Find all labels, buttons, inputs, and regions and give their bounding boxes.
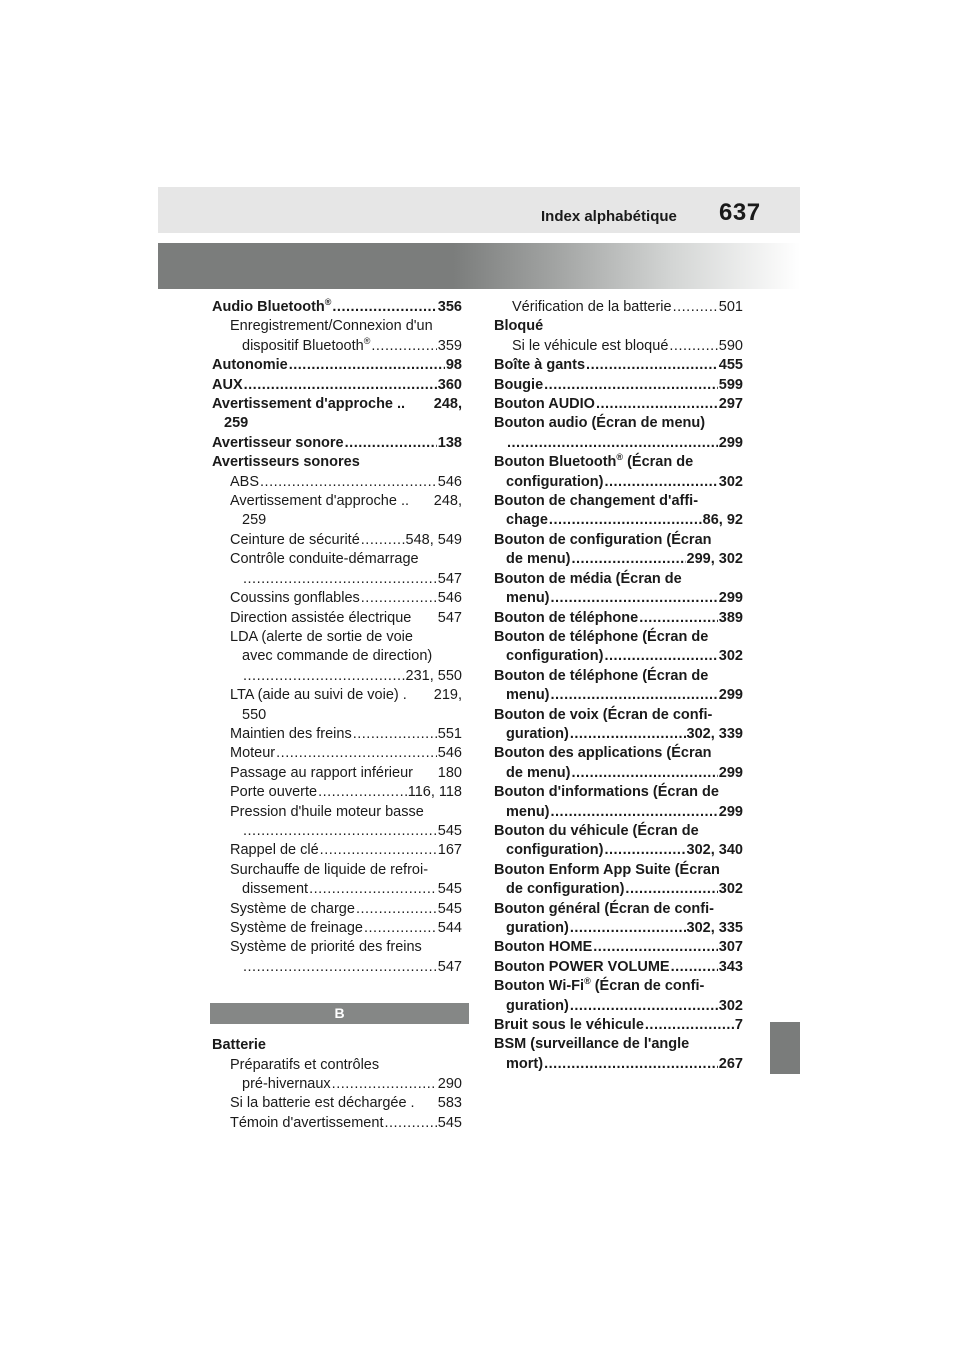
index-term: Maintien des freins: [230, 725, 352, 742]
dot-leader: [361, 531, 405, 550]
index-entry: [494, 1035, 743, 1054]
page-reference: 455: [718, 357, 743, 374]
dot-leader: [260, 473, 437, 492]
page-reference: 302: [718, 473, 743, 490]
page-reference: 359: [437, 337, 462, 354]
page-reference: 545: [437, 900, 462, 917]
index-term: Bouton de changement d'affi-: [494, 493, 699, 510]
dot-leader: [593, 938, 718, 957]
index-entry: [494, 744, 743, 763]
index-entry: [212, 628, 462, 647]
index-term: Avertisseurs sonores: [212, 454, 360, 471]
index-entry: [212, 744, 462, 763]
dot-leader: [364, 919, 437, 938]
page-reference: 302, 340: [686, 842, 743, 859]
page-reference: 302, 335: [686, 920, 743, 936]
page-reference: 599: [718, 376, 743, 393]
index-term: Enregistrement/Connexion d'un: [230, 318, 433, 335]
page-reference: 219,: [433, 687, 462, 704]
index-entry: [494, 550, 743, 569]
index-term: Bruit sous le véhicule: [494, 1017, 644, 1034]
index-entry: [494, 376, 743, 395]
index-term: Direction assistée électrique: [230, 609, 412, 626]
index-entry: [494, 492, 743, 511]
index-term: Coussins gonflables: [230, 590, 360, 607]
page-reference: 583: [437, 1095, 462, 1112]
index-term: Système de priorité des freins: [230, 939, 422, 956]
index-term: Bouton du véhicule (Écran de: [494, 822, 699, 839]
page-reference: 231, 550: [405, 667, 462, 684]
index-entry: [494, 841, 743, 860]
index-term: Bouton de média (Écran de: [494, 570, 682, 587]
index-entry: [494, 783, 743, 802]
index-entry: [494, 609, 743, 628]
index-term: guration): [506, 920, 569, 936]
index-term: LDA (alerte de sortie de voie: [230, 628, 413, 645]
index-term: mort): [506, 1055, 544, 1072]
index-entry: [212, 686, 462, 705]
index-term: de menu): [506, 764, 571, 781]
index-term: Bougie: [494, 376, 544, 393]
dot-leader: [551, 803, 718, 822]
page-reference: 98: [445, 357, 462, 374]
page-reference: 360: [437, 376, 462, 393]
index-term: pré-hivernaux: [242, 1076, 331, 1093]
index-entry: [494, 317, 743, 336]
index-term: Porte ouverte: [230, 784, 318, 801]
index-entry: [212, 938, 462, 957]
page-reference: 299: [718, 803, 743, 820]
dot-leader: [289, 356, 445, 375]
page-reference: 547: [437, 958, 462, 975]
index-term: avec commande de direction): [242, 648, 433, 665]
index-entry: [212, 880, 462, 899]
index-term: Avertissement d'approche ..: [212, 396, 406, 413]
index-entries-a: [212, 298, 462, 977]
index-term: LTA (aide au suivi de voie) .: [230, 687, 407, 704]
index-entry: [494, 803, 743, 822]
index-column-right: [494, 298, 743, 1074]
page-reference: 547: [437, 609, 462, 626]
index-entry: [494, 628, 743, 647]
page-reference: 544: [437, 920, 462, 936]
dot-leader: [371, 337, 436, 356]
decorative-gradient-bar: [158, 243, 800, 289]
dot-leader: [625, 880, 717, 899]
page-reference: 297: [718, 396, 743, 413]
index-entry: [212, 473, 462, 492]
dot-leader: [353, 725, 437, 744]
page-reference: 267: [718, 1055, 743, 1072]
dot-leader: [544, 376, 718, 395]
index-term: 259: [242, 512, 267, 529]
index-term: Témoin d'avertissement: [230, 1114, 384, 1131]
index-entry: [212, 958, 462, 977]
index-entry: [494, 395, 743, 414]
dot-leader: [318, 783, 407, 802]
index-term: Bouton de téléphone: [494, 609, 639, 626]
dot-leader: [384, 1114, 436, 1133]
index-entry: [494, 822, 743, 841]
page-reference: 551: [437, 725, 462, 742]
header-band: [158, 187, 800, 233]
index-entry: [494, 706, 743, 725]
index-entry: [494, 725, 743, 744]
page-reference: 307: [718, 939, 743, 956]
dot-leader: [243, 570, 437, 589]
index-entry: [494, 938, 743, 957]
page-reference: 299, 302: [686, 551, 743, 568]
index-term: Bouton de téléphone (Écran de: [494, 667, 709, 684]
index-entry: [212, 725, 462, 744]
page-reference: 590: [718, 337, 743, 354]
index-term: Autonomie: [212, 357, 288, 374]
index-entry: [212, 589, 462, 608]
index-entry: [494, 958, 743, 977]
dot-leader: [320, 841, 437, 860]
page-reference: 389: [718, 609, 743, 626]
index-entry: [494, 686, 743, 705]
dot-leader: [570, 725, 686, 744]
page-header-title: Index alphabétique: [541, 208, 677, 225]
dot-leader: [356, 900, 437, 919]
index-entry: [494, 570, 743, 589]
dot-leader: [604, 647, 717, 666]
page-reference: 86, 92: [702, 512, 743, 529]
index-entry: [494, 531, 743, 550]
index-term: Bouton Bluetooth® (Écran de: [494, 452, 694, 471]
index-term: Système de freinage: [230, 920, 363, 936]
dot-leader: [309, 880, 437, 899]
index-entry: [212, 1114, 462, 1133]
dot-leader: [586, 356, 718, 375]
index-entry: [212, 531, 462, 550]
dot-leader: [551, 589, 718, 608]
page-reference: 547: [437, 570, 462, 587]
index-entry: [212, 395, 462, 414]
index-entries-b: [212, 1036, 462, 1133]
page-reference: 356: [437, 299, 462, 315]
index-entry: [212, 1094, 462, 1113]
index-term: menu): [506, 803, 550, 820]
page-reference: 545: [437, 822, 462, 839]
dot-leader: [673, 298, 718, 317]
index-entry: [494, 414, 743, 433]
index-term: guration): [506, 725, 569, 742]
page-reference: 167: [437, 842, 462, 859]
index-term: Batterie: [212, 1037, 266, 1054]
dot-leader: [571, 550, 685, 569]
index-entry: [212, 900, 462, 919]
index-entry: [212, 298, 462, 317]
page-reference: 302: [718, 997, 743, 1014]
index-term: Bouton de voix (Écran de confi-: [494, 706, 713, 723]
index-term: Bouton AUDIO: [494, 396, 595, 413]
index-entry: [212, 861, 462, 880]
index-entry: [494, 919, 743, 938]
page-reference: 545: [437, 881, 462, 898]
index-entry: [494, 997, 743, 1016]
index-entry: [494, 977, 743, 996]
index-entry: [212, 453, 462, 472]
index-entry: [212, 376, 462, 395]
index-term: Surchauffe de liquide de refroi-: [230, 861, 429, 878]
index-term: configuration): [506, 473, 604, 490]
index-term: de menu): [506, 551, 571, 568]
index-entry: [494, 900, 743, 919]
page-reference: 302: [718, 881, 743, 898]
index-term: Boîte à gants: [494, 357, 586, 374]
index-entry: [212, 919, 462, 938]
index-term: Bouton POWER VOLUME: [494, 958, 670, 975]
page-reference: 548, 549: [405, 531, 462, 548]
dot-leader: [570, 919, 686, 938]
page-number: 637: [719, 199, 761, 226]
index-term: Bouton audio (Écran de menu): [494, 415, 706, 432]
index-entry: [212, 356, 462, 375]
index-term: Bouton de téléphone (Écran de: [494, 628, 709, 645]
index-term: BSM (surveillance de l'angle: [494, 1036, 690, 1053]
index-entry: [494, 1055, 743, 1074]
index-entry: [212, 841, 462, 860]
index-entry: [494, 453, 743, 472]
index-term: Avertisseur sonore: [212, 434, 344, 451]
dot-leader: [507, 434, 718, 453]
dot-leader: [332, 1075, 437, 1094]
page-reference: 180: [437, 764, 462, 781]
index-entry: [494, 356, 743, 375]
dot-leader: [645, 1016, 734, 1035]
index-entry: [212, 492, 462, 511]
index-entry: [212, 764, 462, 783]
index-term: Bouton Enform App Suite (Écran: [494, 861, 720, 878]
page-reference: 248,: [433, 493, 462, 510]
dot-leader: [671, 958, 718, 977]
index-entry: [494, 511, 743, 530]
index-term: 550: [242, 706, 267, 723]
index-term: Bouton général (Écran de confi-: [494, 900, 714, 917]
index-entry: [494, 434, 743, 453]
index-term: chage: [506, 512, 548, 529]
page-reference: 343: [718, 958, 743, 975]
index-term: menu): [506, 590, 550, 607]
index-entry: [212, 1075, 462, 1094]
index-term: Audio Bluetooth®: [212, 297, 332, 315]
page-reference: 290: [437, 1076, 462, 1093]
index-entry: [494, 667, 743, 686]
index-term: Si le véhicule est bloqué: [512, 337, 669, 354]
page-reference: 7: [734, 1017, 743, 1034]
index-term: AUX: [212, 376, 243, 393]
dot-leader: [549, 511, 702, 530]
index-term: Ceinture de sécurité: [230, 531, 360, 548]
index-entry: [494, 861, 743, 880]
page-reference: 248,: [433, 396, 462, 413]
index-entry: [494, 647, 743, 666]
index-entry: [212, 667, 462, 686]
section-thumb-tab: [770, 1022, 800, 1074]
page-reference: 302, 339: [686, 725, 743, 742]
index-entry: [212, 1056, 462, 1075]
page-reference: 501: [718, 299, 743, 315]
index-term: de configuration): [506, 881, 625, 898]
index-column-left: [212, 298, 462, 1133]
index-term: Bouton HOME: [494, 939, 593, 956]
dot-leader: [243, 822, 437, 841]
index-term: Bouton Wi-Fi® (Écran de confi-: [494, 976, 705, 995]
index-entries-b-continued: [494, 298, 743, 1074]
page-reference: 546: [437, 473, 462, 490]
index-term: Préparatifs et contrôles: [230, 1056, 380, 1073]
index-entry: [212, 511, 462, 530]
index-term: Contrôle conduite-démarrage: [230, 551, 419, 568]
index-entry: [212, 609, 462, 628]
index-entry: [494, 337, 743, 356]
index-term: dispositif Bluetooth®: [242, 335, 371, 354]
index-entry: [212, 337, 462, 356]
index-entry: [494, 880, 743, 899]
index-term: Bouton de configuration (Écran: [494, 531, 712, 548]
dot-leader: [361, 589, 437, 608]
index-entry: [494, 298, 743, 317]
index-term: Si la batterie est déchargée .: [230, 1095, 415, 1112]
index-entry: [494, 589, 743, 608]
index-entry: [212, 803, 462, 822]
index-entry: [494, 1016, 743, 1035]
dot-leader: [604, 841, 685, 860]
index-term: Bouton d'informations (Écran de: [494, 784, 719, 801]
page-reference: 138: [437, 434, 462, 451]
index-term: Moteur: [230, 745, 276, 762]
index-term: 259: [224, 415, 249, 432]
index-term: Pression d'huile moteur basse: [230, 803, 424, 820]
dot-leader: [570, 997, 718, 1016]
page-reference: 302: [718, 648, 743, 665]
page-reference: 546: [437, 745, 462, 762]
page-reference: 299: [718, 764, 743, 781]
dot-leader: [244, 376, 437, 395]
index-term: Système de charge: [230, 900, 355, 917]
index-entry: [494, 473, 743, 492]
index-term: dissement: [242, 881, 309, 898]
index-term: Passage au rapport inférieur: [230, 764, 413, 781]
dot-leader: [276, 744, 437, 763]
dot-leader: [544, 1055, 718, 1074]
index-entry: [212, 1036, 462, 1055]
page-reference: 299: [718, 590, 743, 607]
dot-leader: [345, 434, 437, 453]
index-entry: [212, 822, 462, 841]
index-entry: [212, 706, 462, 725]
index-entry: [212, 783, 462, 802]
index-term: guration): [506, 997, 569, 1014]
page-reference: 545: [437, 1114, 462, 1131]
index-term: configuration): [506, 842, 604, 859]
index-term: Rappel de clé: [230, 842, 319, 859]
dot-leader: [669, 337, 717, 356]
index-term: menu): [506, 687, 550, 704]
dot-leader: [639, 609, 718, 628]
index-term: Bloqué: [494, 318, 544, 335]
dot-leader: [243, 958, 437, 977]
index-term: Avertissement d'approche ..: [230, 493, 410, 510]
index-term: ABS: [230, 473, 260, 490]
index-entry: [212, 550, 462, 569]
dot-leader: [243, 667, 405, 686]
index-entry: [494, 764, 743, 783]
page-reference: 299: [718, 687, 743, 704]
dot-leader: [551, 686, 718, 705]
index-term: Vérification de la batterie: [512, 299, 672, 315]
page-reference: 299: [718, 434, 743, 451]
page-reference: 546: [437, 590, 462, 607]
index-entry: [212, 434, 462, 453]
dot-leader: [596, 395, 718, 414]
dot-leader: [332, 298, 436, 317]
index-entry: [212, 570, 462, 589]
index-entry: [212, 317, 462, 336]
dot-leader: [571, 764, 717, 783]
section-letter-header: B: [210, 1003, 469, 1024]
dot-leader: [604, 473, 717, 492]
index-entry: [212, 647, 462, 666]
page-reference: 116, 118: [407, 784, 462, 801]
index-entry: [212, 414, 462, 433]
index-term: configuration): [506, 648, 604, 665]
index-term: Bouton des applications (Écran: [494, 745, 712, 762]
